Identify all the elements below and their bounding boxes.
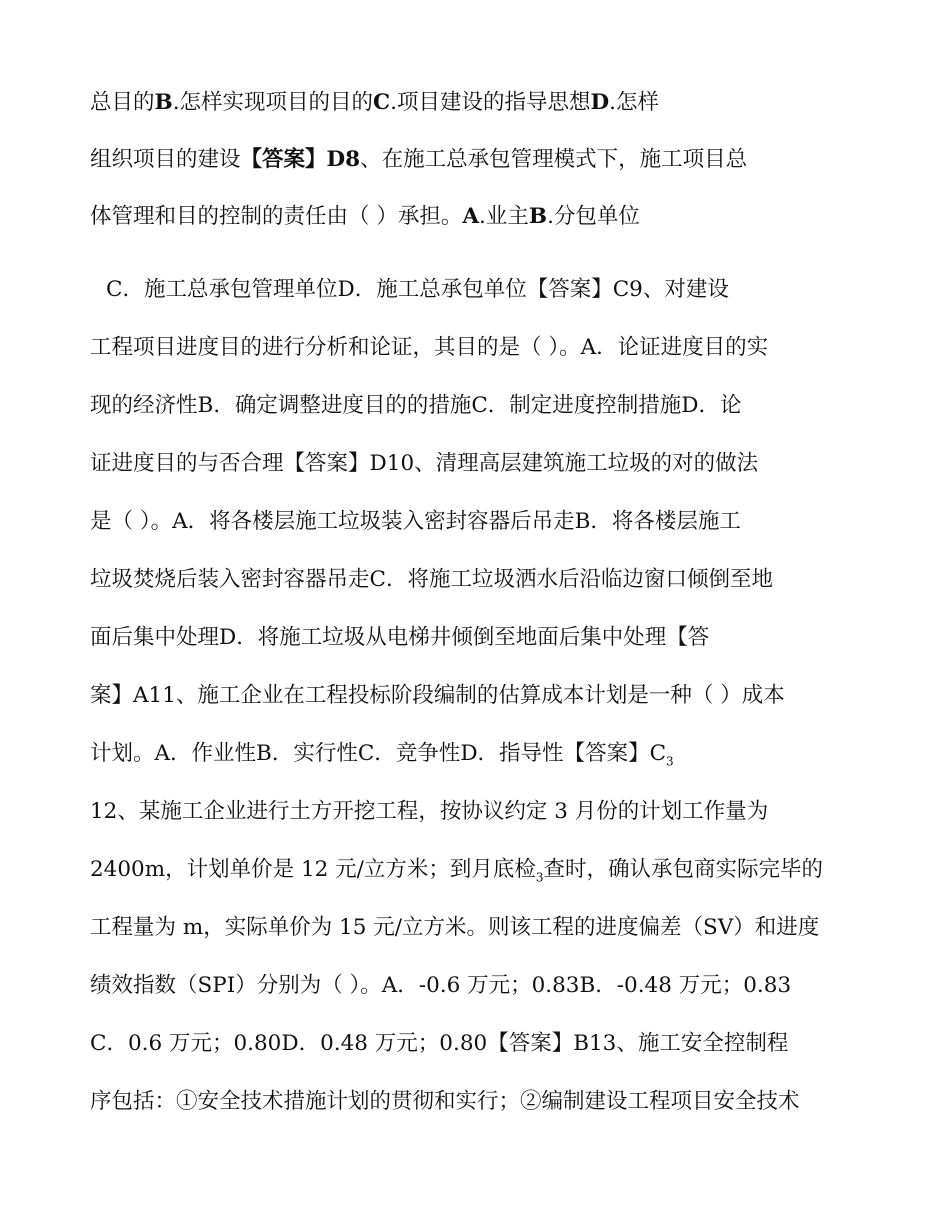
text-line-11 [90,681,785,711]
text-segment: 13、施工安全控制程 [589,1031,789,1056]
text-segment: 10、清理高层建筑施工垃圾的对的做法 [386,451,759,476]
text-segment: 2400m，计划单价是 12 元/立方米；到月底检 [90,857,536,882]
answer-tag: 【答案】C [563,741,667,766]
text-line-16 [90,971,791,1001]
text-line-1 [90,88,659,118]
text-segment: 现的经济性 [90,393,198,418]
text-segment: B．实行性 [256,741,358,766]
text-segment: 总目的 [90,90,155,115]
text-segment: 面后集中处理 [90,625,220,650]
text-line-14 [90,855,823,885]
answer-tag: 【答案】D [283,451,387,476]
text-segment: 11、施工企业在工程投标阶段编制的估算成本计划是一种（ ）成本 [148,683,785,708]
text-segment: 体管理和目的控制的责任由（ ）承担。 [90,204,463,229]
text-segment: 查时，确认承包商实际完毕的 [543,857,824,882]
text-segment: 组织项目的建设 [90,147,241,172]
text-segment: D．将施工垃圾从电梯井倾倒至地面后集中处理 [219,625,667,650]
text-line-5 [90,333,768,363]
text-line-15 [90,913,819,943]
text-segment: 12、某施工企业进行土方开挖工程，按协议约定 3 月份的计划工作量为 [90,799,769,824]
option-letter: C [373,90,391,115]
text-segment: C．将施工垃圾洒水后沿临边窗口倾倒至地 [369,567,773,592]
option-letter: B [528,204,548,229]
text-segment: B．-0.48 万元；0.83 [579,973,792,998]
text-segment: 计划。 [90,741,155,766]
text-segment: D．论 [681,393,742,418]
text-segment: A．作业性 [154,741,257,766]
option-letter: B [154,90,173,115]
text-segment: C．制定进度控制措施 [471,393,682,418]
text-segment: 是（ ）。 [90,509,173,534]
text-line-10 [90,623,709,653]
text-segment: 绩效指数（SPI）分别为（ ）。 [90,973,382,998]
answer-tag: 【答案】B [487,1031,589,1056]
text-segment: C．施工总承包管理单位 [106,277,338,302]
text-segment: 工程量为 m，实际单价为 15 元/立方米。则该工程的进度偏差（SV）和进度 [90,915,820,940]
text-line-12 [90,739,674,769]
text-segment: A．-0.6 万元；0.83 [381,973,580,998]
text-line-18 [90,1087,800,1117]
text-segment: .项目建设的指导思想 [390,90,591,115]
text-segment: .怎样 [609,90,660,115]
answer-tag: 【答案】D [240,147,346,172]
answer-tag: 案】A [90,683,149,708]
text-line-6 [90,391,742,421]
text-segment: .怎样实现项目的目的 [172,90,374,115]
option-letter: D [590,90,610,115]
text-segment: C．0.6 万元；0.80 [90,1031,282,1056]
text-segment: 序包括：①安全技术措施计划的贯彻和实行；②编制建设工程项目安全技术 [90,1089,800,1114]
superscript-unit: 3 [666,754,674,769]
text-segment: 【答 [666,625,710,650]
text-segment: D．0.48 万元；0.80 [281,1031,488,1056]
text-line-2 [90,145,747,175]
text-segment: C．竞争性 [357,741,461,766]
option-letter: A [462,204,480,229]
text-segment: B．将各楼层施工 [574,509,741,534]
question-number: 8 [345,147,361,172]
text-segment: .分包单位 [547,204,640,229]
text-segment: D．施工总承包单位 [337,277,527,302]
text-line-13 [90,797,768,827]
text-line-8 [90,507,741,537]
answer-tag: 【答案】C [526,277,630,302]
text-segment: A．论证进度目的实 [580,335,769,360]
text-line-9 [90,565,773,595]
text-line-3 [90,202,640,232]
text-line-7 [90,449,758,479]
text-segment: B．确定调整进度目的的措施 [197,393,472,418]
text-segment: 工程项目进度目的进行分析和论证，其目的是（ ）。 [90,335,581,360]
text-line-4 [106,275,729,305]
text-segment: 垃圾焚烧后装入密封容器吊走 [90,567,370,592]
text-segment: 9、对建设 [629,277,729,302]
text-segment: D．指导性 [460,741,564,766]
text-line-17 [90,1029,788,1059]
text-segment: 证进度目的与否合理 [90,451,284,476]
superscript-unit: 3 [535,870,544,885]
text-segment: A．将各楼层施工垃圾装入密封容器后吊走 [172,509,575,534]
text-segment: 、在施工总承包管理模式下，施工项目总 [360,147,748,172]
text-segment: .业主 [479,204,529,229]
